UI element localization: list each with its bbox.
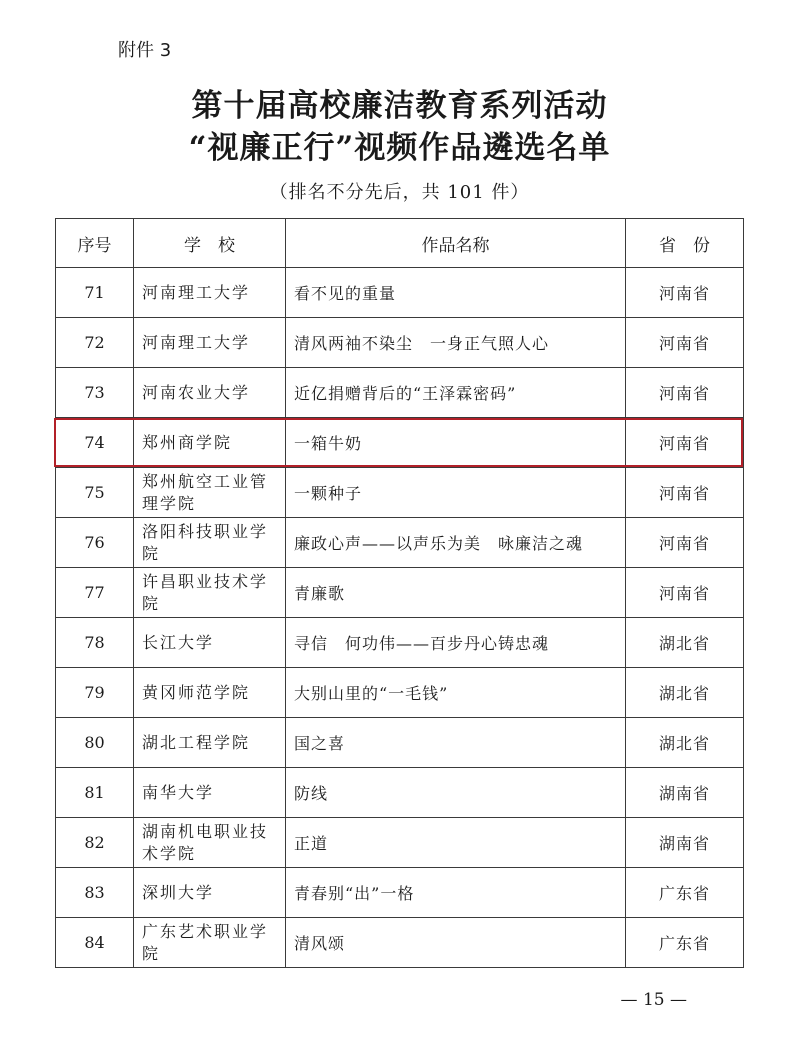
header-work: 作品名称 (286, 219, 626, 268)
school-name: 河南理工大学 (134, 268, 286, 318)
province: 河南省 (626, 468, 744, 518)
work-title: 防线 (286, 768, 626, 818)
school-name: 郑州商学院 (134, 418, 286, 468)
school-name: 洛阳科技职业学院 (134, 518, 286, 568)
row-number: 79 (56, 668, 134, 718)
province: 广东省 (626, 918, 744, 968)
page-number: — 15 — (620, 990, 687, 1010)
table-row (56, 768, 744, 818)
school-name: 南华大学 (134, 768, 286, 818)
selection-table (55, 218, 744, 968)
table-row (56, 718, 744, 768)
table-row (56, 368, 744, 418)
work-title: 寻信 何功伟——百步丹心铸忠魂 (286, 618, 626, 668)
province: 湖北省 (626, 618, 744, 668)
work-title: 廉政心声——以声乐为美 咏廉洁之魂 (286, 518, 626, 568)
row-number: 82 (56, 818, 134, 868)
school-name: 湖北工程学院 (134, 718, 286, 768)
province: 河南省 (626, 368, 744, 418)
work-title: 近亿捐赠背后的“王泽霖密码” (286, 368, 626, 418)
table-row (56, 568, 744, 618)
province: 湖北省 (626, 718, 744, 768)
school-name: 河南农业大学 (134, 368, 286, 418)
table-body (56, 268, 744, 968)
row-number: 81 (56, 768, 134, 818)
row-number: 84 (56, 918, 134, 968)
table-row (56, 668, 744, 718)
work-title: 一箱牛奶 (286, 418, 626, 468)
table-row (56, 518, 744, 568)
province: 广东省 (626, 868, 744, 918)
row-number: 73 (56, 368, 134, 418)
work-title: 青廉歌 (286, 568, 626, 618)
header-province: 省 份 (626, 219, 744, 268)
school-name: 郑州航空工业管理学院 (134, 468, 286, 518)
table-row (56, 818, 744, 868)
school-name: 深圳大学 (134, 868, 286, 918)
table-row (56, 918, 744, 968)
school-name: 湖南机电职业技术学院 (134, 818, 286, 868)
work-title: 正道 (286, 818, 626, 868)
document-subtitle: （排名不分先后，共 101 件） (269, 182, 530, 203)
work-title: 大别山里的“一毛钱” (286, 668, 626, 718)
table-row (56, 868, 744, 918)
row-number: 80 (56, 718, 134, 768)
province: 湖北省 (626, 668, 744, 718)
work-title: 青春别“出”一格 (286, 868, 626, 918)
document-title-line2: “视廉正行”视频作品遴选名单 (188, 130, 611, 166)
row-number: 83 (56, 868, 134, 918)
table-row (56, 618, 744, 668)
header-no: 序号 (56, 219, 134, 268)
province: 河南省 (626, 418, 744, 468)
work-title: 国之喜 (286, 718, 626, 768)
table-row (56, 418, 744, 468)
work-title: 清风两袖不染尘 一身正气照人心 (286, 318, 626, 368)
row-number: 75 (56, 468, 134, 518)
header-school: 学 校 (134, 219, 286, 268)
work-title: 看不见的重量 (286, 268, 626, 318)
province: 湖南省 (626, 818, 744, 868)
row-number: 72 (56, 318, 134, 368)
work-title: 清风颂 (286, 918, 626, 968)
row-number: 71 (56, 268, 134, 318)
school-name: 广东艺术职业学院 (134, 918, 286, 968)
table-row (56, 268, 744, 318)
table-header-row (56, 219, 744, 268)
province: 河南省 (626, 268, 744, 318)
row-number: 77 (56, 568, 134, 618)
school-name: 黄冈师范学院 (134, 668, 286, 718)
school-name: 长江大学 (134, 618, 286, 668)
school-name: 河南理工大学 (134, 318, 286, 368)
work-title: 一颗种子 (286, 468, 626, 518)
document-title-line1: 第十届高校廉洁教育系列活动 (191, 88, 608, 124)
row-number: 74 (56, 418, 134, 468)
province: 河南省 (626, 518, 744, 568)
school-name: 许昌职业技术学院 (134, 568, 286, 618)
attachment-label: 附件 3 (118, 40, 172, 61)
row-number: 78 (56, 618, 134, 668)
row-number: 76 (56, 518, 134, 568)
table-row (56, 318, 744, 368)
province: 河南省 (626, 318, 744, 368)
province: 河南省 (626, 568, 744, 618)
table-row (56, 468, 744, 518)
province: 湖南省 (626, 768, 744, 818)
